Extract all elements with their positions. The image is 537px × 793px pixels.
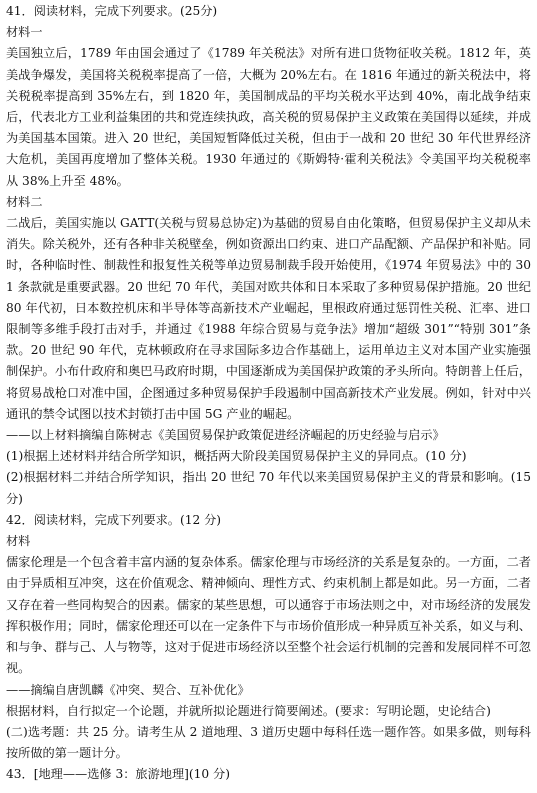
q41-question-2: (2)根据材料二并结合所学知识，指出 20 世纪 70 年代以来美国贸易保护主义的背景和影响。(15 分) [6,470,531,506]
q41-material2-label: 材料二 [6,194,43,209]
optional-section-note: (二)选考题：共 25 分。请考生从 2 道地理、3 道历史题中每科任选一题作答。如果多做，则每科按所做的第一题计分。 [6,724,531,761]
q42-material-label: 材料 [6,534,31,549]
q41-material1-label: 材料一 [6,25,43,40]
q42-title: 42．阅读材料，完成下列要求。(12 分) [6,512,222,527]
q41-material2-text: 二战后，美国实施以 GATT(关税与贸易总协定)为基础的贸易自由化策略，但贸易保护主义却从未消失。除关税外，还有各种非关税壁垒，例如资源出口约束、进口产品配额、产品保护和补贴。同时，各种临时性、制裁性和报复性关税等单边贸易制裁手段开始使用，《1974 年贸易法》中的 301 条款就是重要武器。20 世纪 70 年代，美国对欧共体和日本采取了多种贸易保护措施。20 世纪 80 年代初，日本数控机床和半导体等高新技术产业崛起，里根政府通过惩罚性关税、汇率、进口限制等多维手段打击对手，并通过《1988 年综合贸易与竞争法》增加“超级 301”“特别 301”条款。20 世纪 90 年代，克林顿政府在寻求国际多边合作基础上，运用单边主义对本国产业实施强制保护。小布什政府和奥巴马政府时期，中国逐渐成为美国保护政策的矛头所向。特朗普上任后，将贸易战枪口对准中国，企图通过多种贸易保护手段遏制中国高新技术产业发展。例如，针对中兴通讯的禁令试图以技术封锁打击中国 5G 产业的崛起。 [6,216,531,421]
q41-material1-text: 美国独立后，1789 年由国会通过了《1789 年关税法》对所有进口货物征收关税。1812 年，英美战争爆发，美国将关税税率提高了一倍，大概为 20%左右。在 1816 年通过的新关税法中，将关税税率提高到 35%左右，到 1820 年，美国制成品的平均关税水平达到 40%，南北战争结束后，代表北方工业利益集团的共和党连续执政，高关税的贸易保护主义政策在美国得以延续，并成为美国基本国策。进入 20 世纪，美国短暂降低过关税，但由于一战和 20 世纪 30 年代世界经济大危机，美国再度增加了整体关税。1930 年通过的《斯姆特·霍利关税法》令美国平均关税税率从 38%上升至 48%。 [6,46,531,188]
q41-source: ——以上材料摘编自陈树志《美国贸易保护政策促进经济崛起的历史经验与启示》 [6,428,445,443]
q41-title: 41．阅读材料，完成下列要求。(25分) [6,4,218,18]
q43-title: 43．[地理——选修 3：旅游地理](10 分) [6,767,230,782]
q42-requirement: 根据材料，自行拟定一个论题，并就所拟论题进行简要阐述。(要求：写明论题，史论结合) [6,703,491,718]
q42-source: ——摘编自唐凯麟《冲突、契合、互补优化》 [6,682,250,697]
q41-question-1: (1)根据上述材料并结合所学知识，概括两大阶段美国贸易保护主义的异同点。(10 分) [6,449,467,464]
q42-material-text: 儒家伦理是一个包含着丰富内涵的复杂体系。儒家伦理与市场经济的关系是复杂的。一方面，二者由于异质相互冲突，这在价值观念、精神倾向、理性方式、约束机制上都是如此。另一方面，二者又存在着一些同构契合的因素。儒家的某些思想，可以通容于市场法则之中，对市场经济的发展发挥积极作用；同时，儒家伦理还可以在一定条件下与市场价值形成一种异质互补关系，如义与利、和与争、群与己、人与物等，这对于促进市场经济以至整个社会运行机制的完善和发展同样不可忽视。 [6,555,531,676]
